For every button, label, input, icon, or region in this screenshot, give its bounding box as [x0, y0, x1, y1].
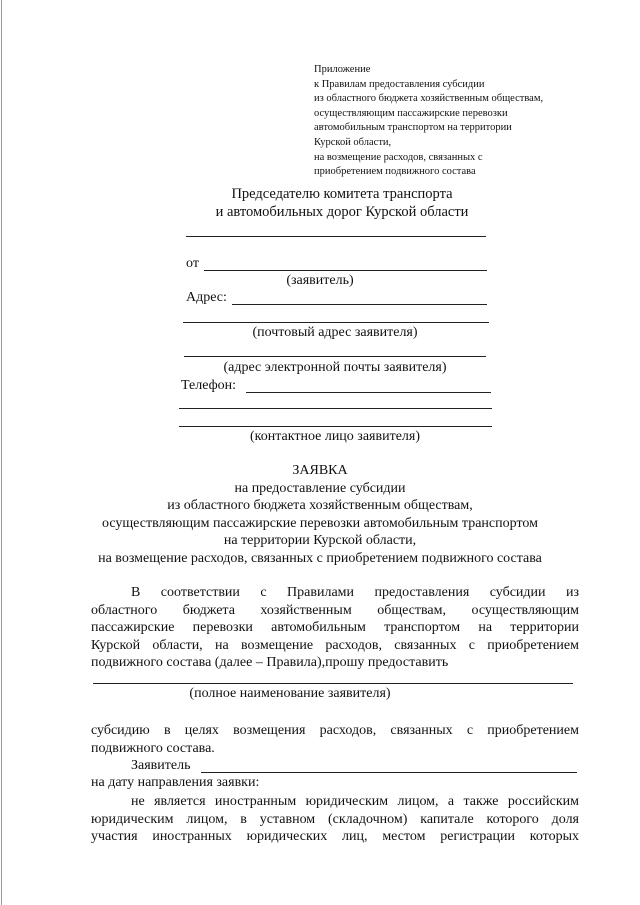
postal-caption: (почтовый адрес заявителя)	[252, 325, 418, 340]
annex-block	[314, 63, 634, 180]
annex-line: Курской области,	[314, 136, 392, 148]
applicant-label: Заявитель	[131, 758, 191, 773]
annex-line: приобретением подвижного состава	[314, 166, 476, 178]
address-field-line-2[interactable]	[183, 322, 489, 323]
body-paragraph-3	[91, 793, 579, 846]
annex-line: Приложение	[314, 64, 371, 75]
title-line: на возмещение расходов, связанных с приобретением подвижного состава	[98, 550, 542, 566]
para-line: участия иностранных юридических лиц, местом регистрации которых	[91, 829, 579, 845]
body-paragraph-2	[91, 722, 579, 757]
date-line-text: на дату направления заявки:	[91, 775, 260, 790]
fullname-caption: (полное наименование заявителя)	[189, 686, 391, 701]
phone-field-line[interactable]	[246, 392, 491, 393]
email-field-line[interactable]	[184, 356, 486, 357]
addressee-line-2: и автомобильных дорог Курской области	[215, 204, 469, 220]
annex-line: на возмещение расходов, связанных с	[314, 151, 483, 163]
para-line: пассажирские перевозки автомобильным транспортом на территории	[91, 620, 579, 636]
phone-label: Телефон:	[181, 378, 237, 393]
para-line: субсидию в целях возмещения расходов, связанных с приобретением	[91, 723, 579, 738]
address-field-line[interactable]	[232, 304, 487, 305]
page-edge	[1, 0, 2, 905]
address-label: Адрес:	[186, 290, 227, 305]
applicant-name-line[interactable]	[201, 772, 577, 773]
annex-line: осуществляющим пассажирские перевозки	[314, 107, 508, 119]
annex-line: из областного бюджета хозяйственным обществам,	[314, 93, 544, 105]
title-line: на предоставление субсидии	[234, 480, 406, 496]
annex-line: к Правилам предоставления субсидии	[314, 78, 485, 90]
annex-line: автомобильным транспортом на территории	[314, 122, 512, 134]
email-caption: (адрес электронной почты заявителя)	[223, 360, 447, 375]
para-line: подвижного состава.	[91, 740, 215, 756]
addressee-line-1: Председателю комитета транспорта	[231, 186, 453, 202]
para-line: подвижного состава (далее – Правила),прошу предоставить	[91, 655, 449, 671]
addressee-blank-line	[186, 236, 486, 237]
title-line: на территории Курской области,	[223, 533, 417, 549]
from-label: от	[186, 256, 199, 271]
para-line: Курской области, на возмещение расходов, связанных с приобретением	[91, 637, 579, 653]
title-heading: ЗАЯВКА	[292, 463, 348, 478]
applicant-field-line[interactable]	[204, 270, 487, 271]
para-line: В соответствии с Правилами предоставления субсидии из	[131, 585, 579, 600]
contact-field-line-2[interactable]	[179, 426, 492, 427]
para-line: юридическим лицом, в уставном (складочном) капитале которого доля	[91, 811, 579, 827]
contact-caption: (контактное лицо заявителя)	[249, 429, 421, 444]
applicant-caption: (заявитель)	[286, 273, 354, 288]
fullname-field-line[interactable]	[93, 683, 573, 684]
body-paragraph-1	[91, 584, 579, 672]
title-line: осуществляющим пассажирские перевозки автомобильным транспортом	[102, 515, 538, 531]
para-line: областного бюджета хозяйственным обществам, осуществляющим	[91, 602, 579, 618]
para-line: не является иностранным юридическим лицом, а также российским	[131, 794, 579, 809]
contact-field-line[interactable]	[179, 408, 492, 409]
title-line: из областного бюджета хозяйственным обществам,	[167, 498, 473, 514]
document-title	[0, 462, 640, 568]
